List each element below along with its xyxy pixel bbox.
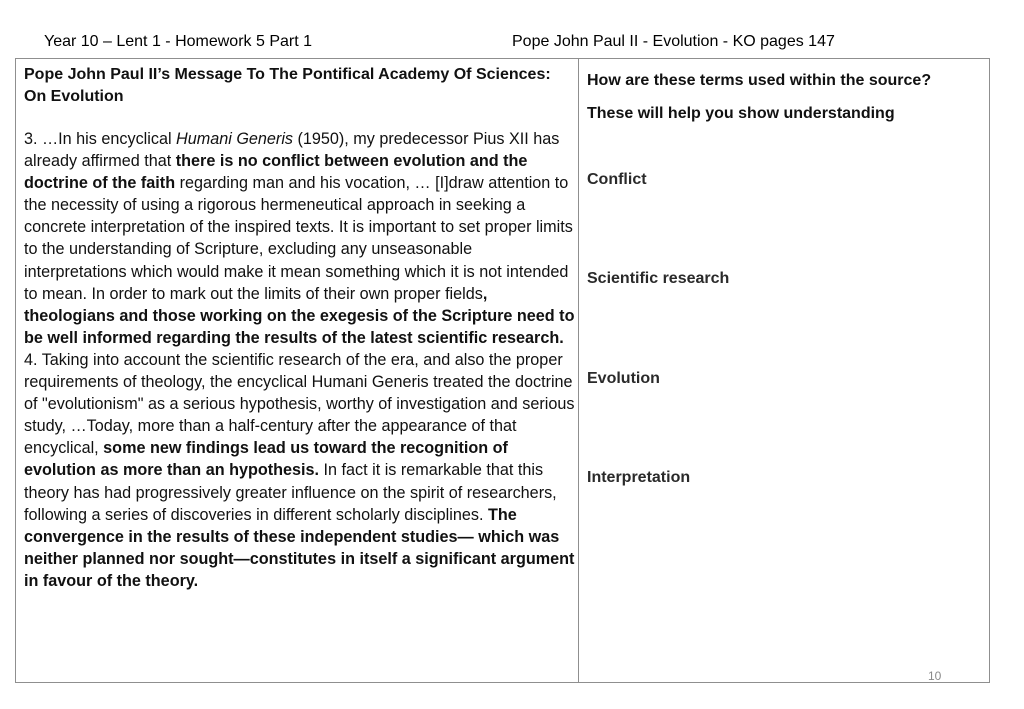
source-text-run: 4. Taking into account the scientific research of the era, and also the proper requirements of theology, the encyclical Humani Generis treated the doctrine of "evolutionism" as a serious hypothesis, worthy of investigation and serious study, …Today, more than a half-century after the appearance of that encyclical, xyxy=(24,350,575,458)
source-text-run: regarding man and his vocation, … [I]draw attention to the necessity of using a rigorous hermeneutical approach in seeking a concrete interpretation of the inspired texts. It is important to set proper limits to the understanding of Scripture, excluding any unseasonable interpretations which would make it mean something which it is not intended to mean. In order to mark out the limits of their own proper fields xyxy=(24,174,573,303)
source-text-run: The convergence in the results of these independent studies— which was neither planned nor sought—constitutes in itself a significant argument in favour of the theory. xyxy=(24,505,575,590)
source-text-run: some new findings lead us toward the recognition of evolution as more than an hypothesis. xyxy=(24,439,508,480)
source-text-run: In fact it is remarkable that this theory has had progressively greater influence on the spirit of researchers, following a series of discoveries in different scholarly disciplines. xyxy=(24,461,557,524)
term-scientific-research: Scientific research xyxy=(587,270,730,287)
column-divider xyxy=(578,58,579,683)
header-title-left: Year 10 – Lent 1 - Homework 5 Part 1 xyxy=(44,33,312,50)
term-evolution: Evolution xyxy=(587,370,660,387)
terms-hint: These will help you show understanding xyxy=(587,105,895,122)
header-title-right: Pope John Paul II - Evolution - KO pages 147 xyxy=(512,33,835,50)
terms-question: How are these terms used within the source? xyxy=(587,72,932,89)
term-interpretation: Interpretation xyxy=(587,469,691,486)
source-text-run: 3. …In his encyclical xyxy=(24,130,177,148)
page-number: 10 xyxy=(928,669,942,683)
source-column xyxy=(24,64,576,592)
source-title: Pope John Paul II’s Message To The Pontifical Academy Of Sciences: On Evolution xyxy=(24,66,551,105)
source-text-run: (1950), my predecessor Pius XII has already affirmed that xyxy=(24,130,560,171)
source-text-run: Humani Generis xyxy=(176,130,294,148)
source-text-run: there is no conflict between evolution and the doctrine of the faith xyxy=(24,152,528,193)
source-paragraph-3 xyxy=(24,128,576,349)
source-text-run: , theologians and those working on the exegesis of the Scripture need to be well informed regarding the results of the latest scientific research. xyxy=(24,284,575,347)
term-conflict: Conflict xyxy=(587,171,647,188)
source-paragraph-4 xyxy=(24,349,576,592)
